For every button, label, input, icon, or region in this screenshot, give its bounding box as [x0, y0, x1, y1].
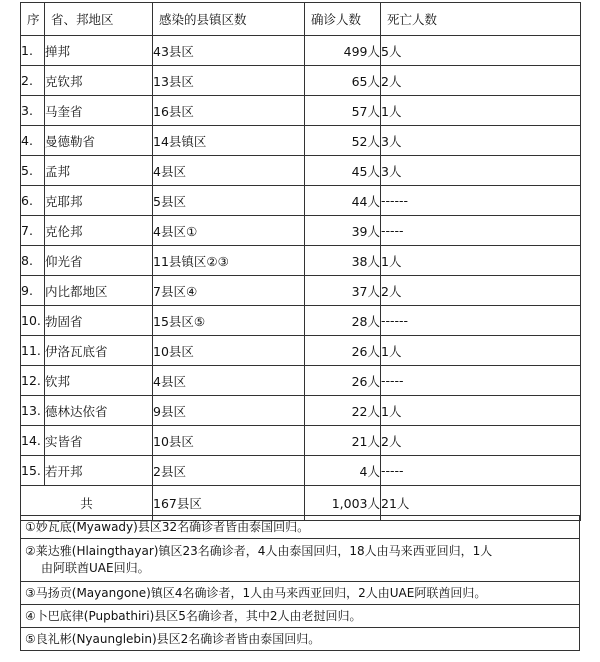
table-row [21, 186, 581, 216]
footnote-4: ④卜巴底律(Pupbathiri)县区5名确诊者，其中2人由老挝回归。 [21, 605, 580, 628]
row-confirmed: 28人 [305, 306, 381, 336]
row-index: 3. [21, 96, 45, 126]
footnote-1: ①妙瓦底(Myawady)县区32名确诊者皆由泰国回归。 [21, 516, 580, 539]
covid-cases-table [20, 2, 581, 521]
footnote-2-line2: 由阿联酋UAE回归。 [41, 561, 150, 575]
row-deaths: 3人 [381, 126, 581, 156]
row-towns: 13县区 [153, 66, 305, 96]
row-confirmed: 65人 [305, 66, 381, 96]
total-confirmed: 1,003人 [305, 486, 381, 521]
row-region: 德林达依省 [45, 396, 153, 426]
row-deaths: ----- [381, 366, 581, 396]
total-label: 共 [21, 486, 153, 521]
row-region: 克耶邦 [45, 186, 153, 216]
row-towns: 15县区⑤ [153, 306, 305, 336]
row-deaths: 1人 [381, 336, 581, 366]
table-body [21, 36, 581, 521]
row-towns: 9县区 [153, 396, 305, 426]
row-confirmed: 37人 [305, 276, 381, 306]
row-towns: 7县区④ [153, 276, 305, 306]
row-confirmed: 26人 [305, 366, 381, 396]
row-confirmed: 52人 [305, 126, 381, 156]
row-deaths: 2人 [381, 66, 581, 96]
header-deaths: 死亡人数 [381, 3, 581, 36]
row-confirmed: 57人 [305, 96, 381, 126]
footnote-3: ③马扬贡(Mayangone)镇区4名确诊者，1人由马来西亚回归，2人由UAE阿联酋回归。 [21, 582, 580, 605]
row-index: 5. [21, 156, 45, 186]
table-row [21, 96, 581, 126]
row-region: 内比都地区 [45, 276, 153, 306]
row-towns: 43县区 [153, 36, 305, 66]
row-confirmed: 4人 [305, 456, 381, 486]
row-deaths: ------ [381, 306, 581, 336]
row-region: 仰光省 [45, 246, 153, 276]
footnote-2-line1: ②莱达雅(Hlaingthayar)镇区23名确诊者，4人由泰国回归，18人由马来西亚回归，1人 [25, 544, 493, 558]
row-towns: 11县镇区②③ [153, 246, 305, 276]
footnote-5: ⑤良礼彬(Nyaunglebin)县区2名确诊者皆由泰国回归。 [21, 628, 580, 651]
row-index: 13. [21, 396, 45, 426]
header-confirmed: 确诊人数 [305, 3, 381, 36]
row-towns: 2县区 [153, 456, 305, 486]
row-towns: 5县区 [153, 186, 305, 216]
row-towns: 14县镇区 [153, 126, 305, 156]
row-deaths: 1人 [381, 396, 581, 426]
table-row [21, 246, 581, 276]
row-confirmed: 44人 [305, 186, 381, 216]
row-deaths: 3人 [381, 156, 581, 186]
row-index: 8. [21, 246, 45, 276]
table-row [21, 66, 581, 96]
row-region: 伊洛瓦底省 [45, 336, 153, 366]
table-row [21, 126, 581, 156]
table-row [21, 336, 581, 366]
row-region: 曼德勒省 [45, 126, 153, 156]
row-region: 勃固省 [45, 306, 153, 336]
row-index: 1. [21, 36, 45, 66]
row-index: 7. [21, 216, 45, 246]
row-deaths: ----- [381, 216, 581, 246]
table-row [21, 396, 581, 426]
row-confirmed: 39人 [305, 216, 381, 246]
row-deaths: 2人 [381, 276, 581, 306]
row-index: 9. [21, 276, 45, 306]
row-index: 11. [21, 336, 45, 366]
table-row [21, 36, 581, 66]
row-confirmed: 21人 [305, 426, 381, 456]
row-towns: 10县区 [153, 426, 305, 456]
row-deaths: 1人 [381, 96, 581, 126]
row-index: 10. [21, 306, 45, 336]
row-region: 克钦邦 [45, 66, 153, 96]
row-confirmed: 22人 [305, 396, 381, 426]
total-deaths: 21人 [381, 486, 581, 521]
row-deaths: 1人 [381, 246, 581, 276]
row-region: 实皆省 [45, 426, 153, 456]
row-index: 12. [21, 366, 45, 396]
row-region: 掸邦 [45, 36, 153, 66]
table-row [21, 276, 581, 306]
total-towns: 167县区 [153, 486, 305, 521]
row-confirmed: 38人 [305, 246, 381, 276]
row-region: 克伦邦 [45, 216, 153, 246]
footnote-2 [21, 539, 580, 582]
row-deaths: 5人 [381, 36, 581, 66]
row-deaths: 2人 [381, 426, 581, 456]
row-deaths: ----- [381, 456, 581, 486]
footnotes-table [20, 515, 580, 651]
row-confirmed: 26人 [305, 336, 381, 366]
table-row [21, 156, 581, 186]
row-deaths: ------ [381, 186, 581, 216]
row-towns: 4县区① [153, 216, 305, 246]
header-towns: 感染的县镇区数 [153, 3, 305, 36]
row-region: 钦邦 [45, 366, 153, 396]
row-towns: 4县区 [153, 366, 305, 396]
row-index: 6. [21, 186, 45, 216]
row-towns: 10县区 [153, 336, 305, 366]
header-row [21, 3, 581, 36]
header-region: 省、邦地区 [45, 3, 153, 36]
table-row [21, 306, 581, 336]
table-row [21, 216, 581, 246]
row-region: 马奎省 [45, 96, 153, 126]
table-row [21, 456, 581, 486]
row-index: 4. [21, 126, 45, 156]
row-region: 若开邦 [45, 456, 153, 486]
row-region: 孟邦 [45, 156, 153, 186]
row-index: 2. [21, 66, 45, 96]
row-index: 15. [21, 456, 45, 486]
table-row [21, 426, 581, 456]
table-row [21, 366, 581, 396]
row-confirmed: 499人 [305, 36, 381, 66]
row-towns: 4县区 [153, 156, 305, 186]
row-index: 14. [21, 426, 45, 456]
header-index: 序 [21, 3, 45, 36]
row-towns: 16县区 [153, 96, 305, 126]
row-confirmed: 45人 [305, 156, 381, 186]
